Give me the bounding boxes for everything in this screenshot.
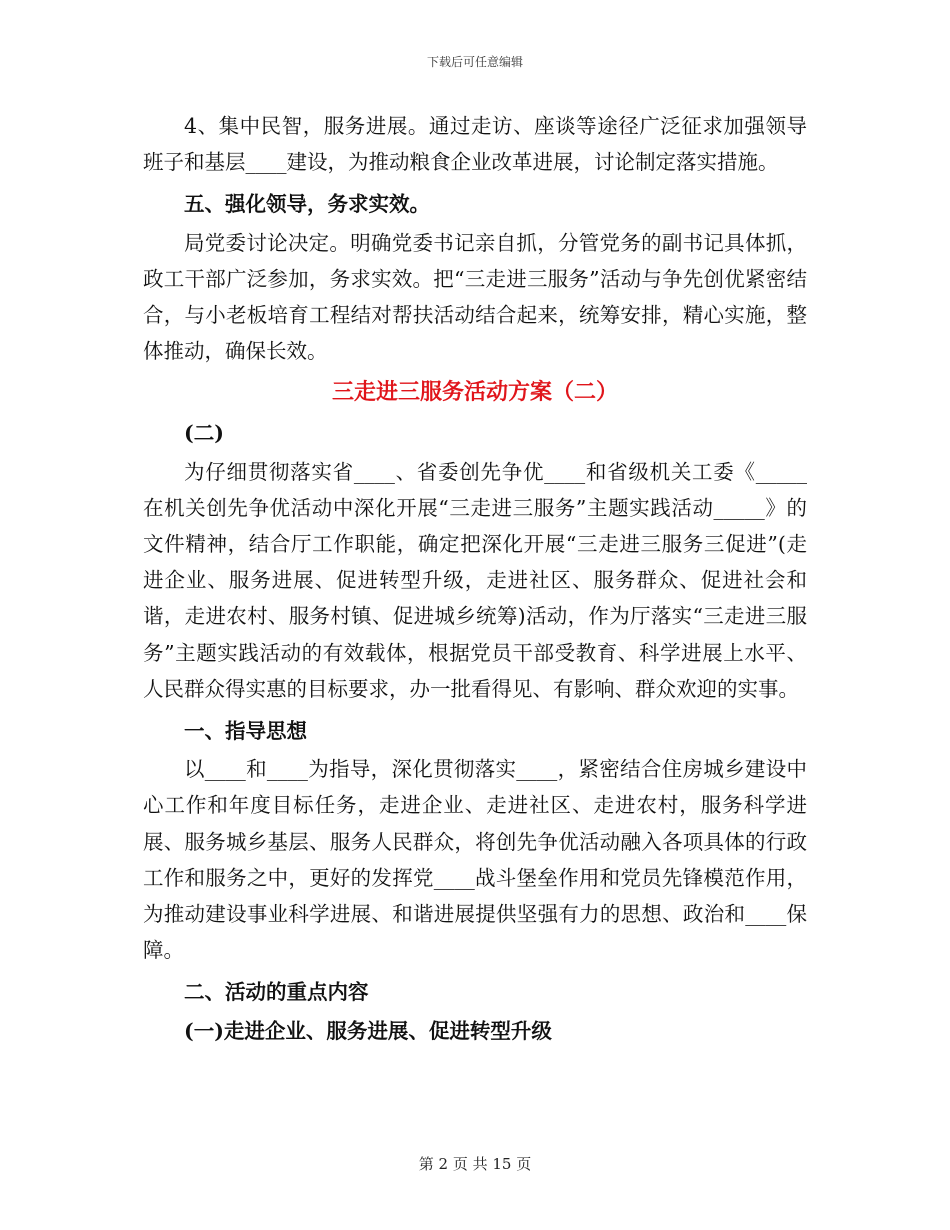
heading-section-5: 五、强化领导，务求实效。 (184, 192, 430, 217)
section-title: 三走进三服务活动方案（二） (331, 379, 618, 406)
heading-key-content: 二、活动的重点内容 (184, 980, 369, 1005)
paragraph-intro: 为仔细贯彻落实省____、省委创先争优____和省级机关工委《_____在机关创先争优活动中深化开展“三走进三服务”主题实践活动_____》的文件精神，结合厅工作职能，确定把深化开展“三走进三服务三促进”(走进企业、服务进展、促进转型升级，走进社区、服务群众、促进社会和谐，走进农村、服务村镇、促进城乡统筹)活动，作为厅落实“三走进三服务”主题实践活动的有效载体，根据党员干部受教育、科学进展上水平、人民群众得实惠的目标要求，办一批看得见、有影响、群众欢迎的实事。 (143, 459, 807, 701)
document-body (143, 108, 807, 1049)
heading-guiding-ideology: 一、指导思想 (184, 719, 307, 744)
sub-label: (二) (184, 421, 224, 446)
paragraph-leadership: 局党委讨论决定。明确党委书记亲自抓，分管党务的副书记具体抓，政工干部广泛参加，务求实效。把“三走进三服务”活动与争先创优紧密结合，与小老板培育工程结对帮扶活动结合起来，统筹安排，精心实施，整体推动，确保长效。 (143, 230, 807, 364)
header-note: 下载后可任意编辑 (426, 55, 523, 69)
paragraph-item-4: 4、集中民智，服务进展。通过走访、座谈等途径广泛征求加强领导班子和基层____建设，为推动粮食企业改革进展，讨论制定落实措施。 (143, 114, 807, 175)
page-footer: 第 2 页 共 15 页 (418, 1155, 532, 1173)
heading-subsection-1: (一)走进企业、服务进展、促进转型升级 (184, 1018, 552, 1043)
paragraph-guiding-ideology: 以____和____为指导，深化贯彻落实____，紧密结合住房城乡建设中心工作和年度目标任务，走进企业、走进社区、走进农村，服务科学进展、服务城乡基层、服务人民群众，将创先争优活动融入各项具体的行政工作和服务之中，更好的发挥党____战斗堡垒作用和党员先锋模范作用，为推动建设事业科学进展、和谐进展提供坚强有力的思想、政治和____保障。 (143, 757, 807, 963)
